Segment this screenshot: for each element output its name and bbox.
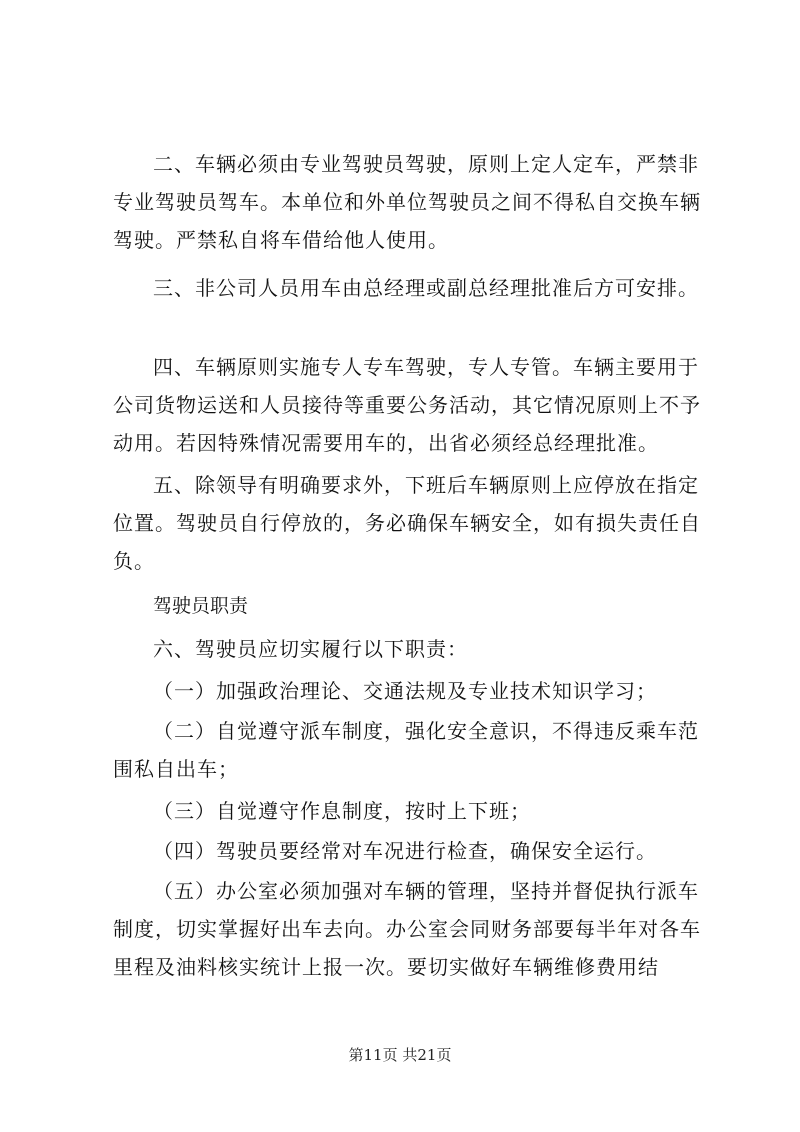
duty-item-1: （一）加强政治理论、交通法规及专业技术知识学习； [153, 679, 657, 703]
paragraph-3: 三、非公司人员用车由总经理或副总经理批准后方可安排。 [153, 276, 699, 300]
duty-item-3: （三）自觉遵守作息制度，按时上下班； [153, 799, 531, 823]
section-heading-driver-duties: 驾驶员职责 [153, 595, 249, 617]
paragraph-5: 五、除领导有明确要求外，下班后车辆原则上应停放在指定位置。驾驶员自行停放的，务必确保车辆安全，如有损失责任自负。 [113, 473, 701, 573]
paragraph-2: 二、车辆必须由专业驾驶员驾驶，原则上定人定车，严禁非专业驾驶员驾车。本单位和外单位驾驶员之间不得私自交换车辆驾驶。严禁私自将车借给他人使用。 [113, 152, 701, 252]
page-number: 第11页 共21页 [348, 1046, 452, 1064]
duty-item-2: （二）自觉遵守派车制度，强化安全意识，不得违反乘车范围私自出车； [113, 719, 699, 781]
duty-item-5: （五）办公室必须加强对车辆的管理，坚持并督促执行派车制度，切实掌握好出车去向。办公室会同财务部要每半年对各车里程及油料核实统计上报一次。要切实做好车辆维修费用结 [113, 879, 701, 979]
paragraph-6: 六、驾驶员应切实履行以下职责： [153, 637, 468, 661]
duty-item-4: （四）驾驶员要经常对车况进行检查，确保安全运行。 [153, 839, 657, 863]
paragraph-4: 四、车辆原则实施专人专车驾驶，专人专管。车辆主要用于公司货物运送和人员接待等重要公务活动，其它情况原则上不予动用。若因特殊情况需要用车的，出省必须经总经理批准。 [113, 355, 701, 455]
